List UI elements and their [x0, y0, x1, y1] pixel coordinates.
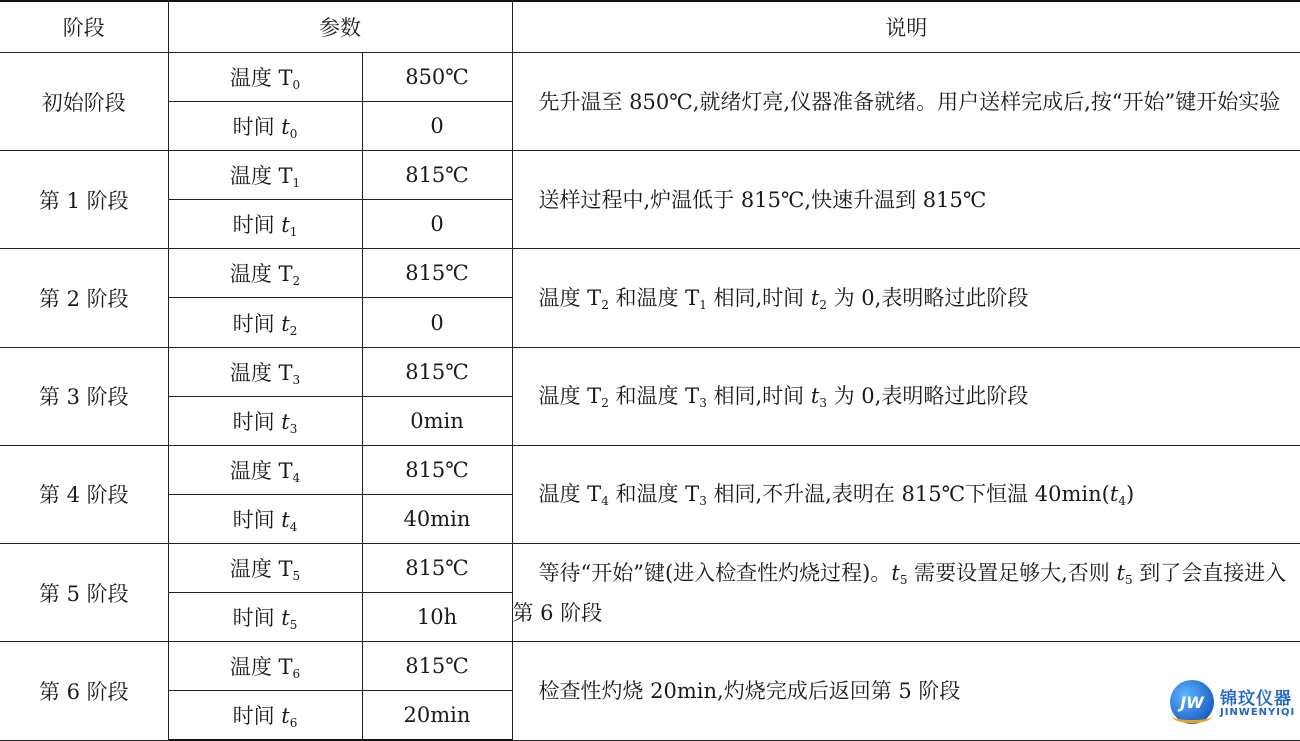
- stage-description: [512, 347, 1300, 445]
- desc-text: 检查性灼烧 20min,灼烧完成后返回第 5 阶段: [538, 678, 961, 703]
- stage-cell: 第 4 阶段: [0, 445, 168, 543]
- logo-name-en: JINWENYIQI: [1220, 707, 1296, 718]
- temp-value: 815℃: [362, 151, 512, 200]
- time-label: 时间: [232, 409, 275, 434]
- time-label: 时间: [232, 507, 275, 532]
- time-symbol: t: [281, 704, 290, 729]
- temp-param-name: [168, 249, 362, 298]
- table-row: [0, 543, 1300, 592]
- desc-subscript: 5: [899, 572, 908, 587]
- desc-symbol: t: [1109, 482, 1119, 507]
- desc-text: 先升温至 850℃,就绪灯亮,仪器准备就绪。用户送样完成后,按“开始”键开始实验: [538, 89, 1281, 114]
- stage-cell: 第 2 阶段: [0, 249, 168, 347]
- temp-subscript: 1: [292, 176, 301, 191]
- time-value: 0: [362, 200, 512, 249]
- temp-label: 温度: [229, 556, 272, 581]
- time-param-name: [168, 691, 362, 740]
- time-param-name: [168, 593, 362, 642]
- time-symbol: t: [281, 213, 290, 238]
- desc-text: 相同,时间: [706, 384, 811, 409]
- desc-text: 温度 T: [538, 384, 602, 409]
- desc-subscript: 2: [601, 297, 609, 312]
- desc-text: 和温度 T: [608, 482, 700, 507]
- desc-text: 温度 T: [538, 285, 602, 310]
- time-label: 时间: [232, 704, 275, 729]
- desc-text: 和温度 T: [608, 285, 700, 310]
- desc-subscript: 3: [819, 396, 827, 411]
- temp-value: 850℃: [362, 53, 512, 102]
- temp-value: 815℃: [362, 642, 512, 691]
- time-symbol: t: [281, 311, 290, 336]
- temp-subscript: 5: [292, 568, 301, 583]
- desc-subscript: 4: [1118, 494, 1126, 509]
- time-value: 0: [362, 102, 512, 151]
- brand-logo: [1170, 680, 1295, 728]
- desc-text: 为 0,表明略过此阶段: [826, 384, 1029, 409]
- temp-symbol: T: [278, 262, 293, 287]
- logo-name-cn: 锦玟仪器: [1220, 689, 1292, 709]
- temp-param-name: [168, 53, 362, 102]
- temp-label: 温度: [229, 458, 272, 483]
- temp-subscript: 4: [292, 470, 301, 485]
- time-subscript: 2: [289, 323, 298, 338]
- time-subscript: 3: [289, 421, 298, 436]
- temp-label: 温度: [229, 655, 272, 680]
- stage-cell: 初始阶段: [0, 53, 168, 151]
- time-value: 0: [362, 298, 512, 347]
- temp-label: 温度: [229, 360, 272, 385]
- stage-description: [512, 543, 1300, 641]
- stage-cell: 第 6 阶段: [0, 642, 168, 740]
- time-value: 10h: [362, 593, 512, 642]
- time-symbol: t: [281, 507, 290, 532]
- stage-cell: 第 5 阶段: [0, 543, 168, 641]
- desc-subscript: 2: [601, 396, 609, 411]
- stage-description: [512, 445, 1300, 543]
- temp-subscript: 3: [292, 372, 301, 387]
- desc-text: 送样过程中,炉温低于 815℃,快速升温到 815℃: [538, 187, 987, 212]
- temp-symbol: T: [278, 66, 293, 91]
- logo-swoosh-icon: [1172, 710, 1212, 723]
- time-param-name: [168, 200, 362, 249]
- stage-cell: 第 1 阶段: [0, 151, 168, 249]
- temp-param-name: [168, 347, 362, 396]
- time-label: 时间: [232, 115, 275, 140]
- temp-symbol: T: [278, 655, 293, 680]
- desc-text: 相同,不升温,表明在 815℃下恒温 40min(: [706, 482, 1110, 507]
- time-subscript: 6: [289, 716, 298, 731]
- header-desc: 说明: [512, 1, 1300, 53]
- time-subscript: 1: [289, 225, 298, 240]
- header-params: 参数: [168, 1, 512, 53]
- desc-text: 等待“开始”键(进入检查性灼烧过程)。: [538, 560, 892, 585]
- stage-description: [512, 151, 1300, 249]
- table-header-row: [0, 1, 1300, 53]
- temp-param-name: [168, 151, 362, 200]
- temp-symbol: T: [278, 458, 293, 483]
- time-value: 20min: [362, 691, 512, 740]
- time-param-name: [168, 298, 362, 347]
- desc-symbol: t: [810, 285, 820, 310]
- temp-symbol: T: [278, 360, 293, 385]
- desc-text: 到了会直接进入第 6 阶段: [512, 560, 1287, 625]
- table-row: [0, 642, 1300, 691]
- temp-subscript: 6: [292, 667, 301, 682]
- temp-param-name: [168, 445, 362, 494]
- temp-label: 温度: [229, 262, 272, 287]
- desc-symbol: t: [810, 384, 820, 409]
- time-label: 时间: [232, 606, 275, 631]
- table-row: [0, 249, 1300, 298]
- table-row: [0, 53, 1300, 102]
- temp-subscript: 0: [292, 78, 301, 93]
- logo-badge-text: JW: [1180, 692, 1204, 712]
- time-label: 时间: [232, 213, 275, 238]
- desc-subscript: 2: [819, 297, 827, 312]
- desc-text: 和温度 T: [608, 384, 700, 409]
- temp-label: 温度: [229, 164, 272, 189]
- stage-description: [512, 53, 1300, 151]
- time-param-name: [168, 494, 362, 543]
- desc-text: 需要设置足够大,否则: [907, 560, 1117, 585]
- time-param-name: [168, 102, 362, 151]
- time-subscript: 5: [289, 618, 298, 633]
- time-symbol: t: [281, 409, 290, 434]
- table-row: [0, 347, 1300, 396]
- temp-subscript: 2: [292, 274, 301, 289]
- time-subscript: 4: [289, 519, 298, 534]
- table-row: [0, 151, 1300, 200]
- time-value: 0min: [362, 396, 512, 445]
- desc-symbol: t: [891, 560, 900, 585]
- time-label: 时间: [232, 311, 275, 336]
- table-body: [0, 53, 1300, 741]
- stage-description: [512, 249, 1300, 347]
- temp-value: 815℃: [362, 445, 512, 494]
- temp-label: 温度: [229, 66, 272, 91]
- desc-symbol: t: [1116, 560, 1125, 585]
- desc-subscript: 1: [699, 297, 707, 312]
- stage-cell: 第 3 阶段: [0, 347, 168, 445]
- time-subscript: 0: [289, 127, 298, 142]
- desc-subscript: 3: [699, 396, 707, 411]
- temp-value: 815℃: [362, 543, 512, 592]
- time-symbol: t: [281, 606, 290, 631]
- time-symbol: t: [281, 115, 290, 140]
- time-value: 40min: [362, 494, 512, 543]
- temp-value: 815℃: [362, 347, 512, 396]
- table-row: [0, 445, 1300, 494]
- desc-text: 为 0,表明略过此阶段: [826, 285, 1029, 310]
- desc-text: ): [1125, 482, 1135, 507]
- temp-symbol: T: [278, 164, 293, 189]
- time-param-name: [168, 396, 362, 445]
- desc-subscript: 5: [1124, 572, 1133, 587]
- desc-subscript: 3: [699, 494, 707, 509]
- temp-param-name: [168, 543, 362, 592]
- temp-param-name: [168, 642, 362, 691]
- temp-value: 815℃: [362, 249, 512, 298]
- desc-text: 相同,时间: [706, 285, 811, 310]
- desc-text: 温度 T: [538, 482, 602, 507]
- temp-symbol: T: [278, 556, 293, 581]
- header-stage: 阶段: [0, 1, 168, 53]
- desc-subscript: 4: [601, 494, 609, 509]
